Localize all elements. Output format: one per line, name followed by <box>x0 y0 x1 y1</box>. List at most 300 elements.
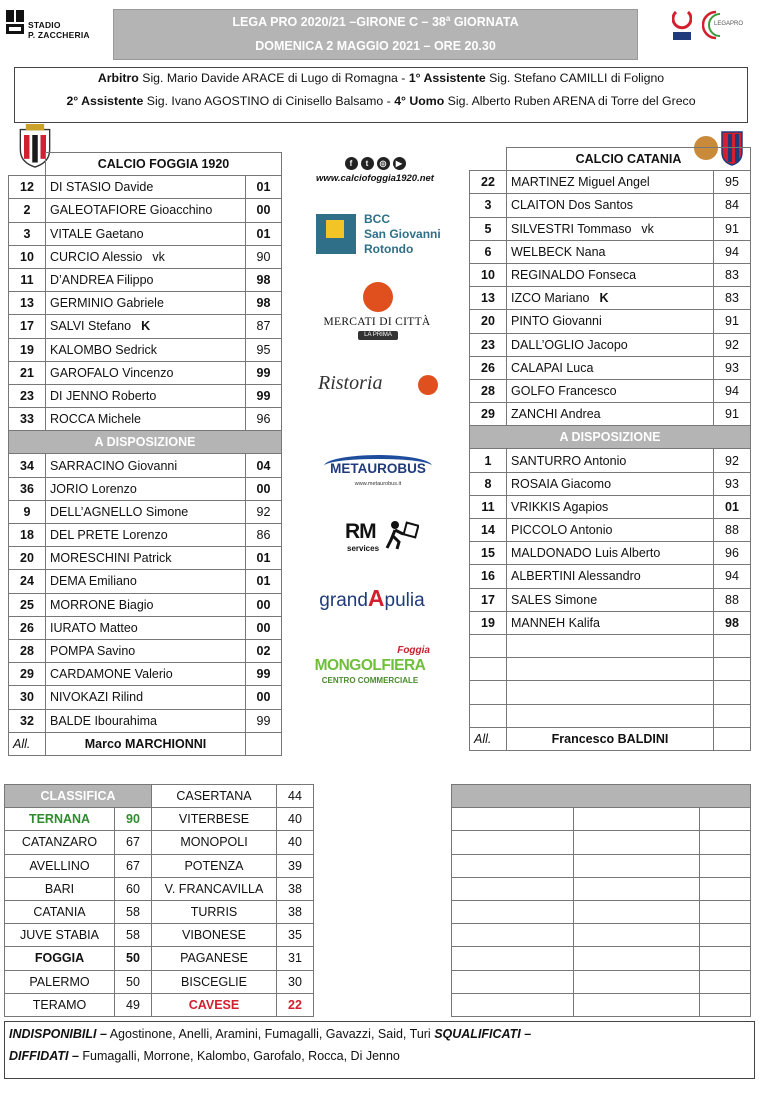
player-number: 13 <box>470 287 507 310</box>
player-name: REGINALDO Fonseca <box>511 268 637 283</box>
player-name: JORIO Lorenzo <box>50 481 137 496</box>
standings-points: 67 <box>115 831 152 854</box>
social-links <box>305 157 445 184</box>
player-name: GALEOTAFIORE Gioacchino <box>50 203 213 218</box>
player-row <box>9 268 282 291</box>
stadium-label: STADIO <box>28 20 61 30</box>
player-number: 16 <box>470 565 507 588</box>
player-name: SANTURRO Antonio <box>511 453 627 468</box>
mong-city: Foggia <box>397 645 430 656</box>
sponsor-bcc <box>316 212 456 258</box>
standings-points: 67 <box>115 854 152 877</box>
officials-line-1 <box>15 71 747 85</box>
mong-name: MONGOLFIERA <box>314 657 426 674</box>
empty-cell <box>700 947 751 970</box>
vice-captain-badge: vk <box>152 249 165 264</box>
fourth-official-label: 4° Uomo <box>394 94 445 108</box>
standings-points: 40 <box>277 831 314 854</box>
bcc-line-2: San Giovanni <box>364 227 441 241</box>
player-year: 86 <box>246 524 282 547</box>
player-name-cell <box>507 287 714 310</box>
player-number: 36 <box>9 477 46 500</box>
player-name: DALL’OGLIO Jacopo <box>511 337 628 352</box>
player-year: 84 <box>714 194 751 217</box>
player-year: 99 <box>246 384 282 407</box>
player-number: 26 <box>470 356 507 379</box>
warned-list: Fumagalli, Morrone, Kalombo, Garofalo, Rocca, Di Jenno <box>78 1049 400 1063</box>
standings-row <box>5 831 314 854</box>
standings-row <box>5 808 314 831</box>
player-row <box>470 240 751 263</box>
standings-points: 60 <box>115 877 152 900</box>
player-name: NIVOKAZI Rilind <box>50 690 144 705</box>
player-year: 00 <box>246 477 282 500</box>
standings-row <box>5 970 314 993</box>
standings-row <box>5 785 314 808</box>
empty-cell <box>507 704 714 727</box>
standings-row <box>5 924 314 947</box>
standings-points: 22 <box>277 993 314 1016</box>
player-number: 2 <box>9 199 46 222</box>
player-year: 96 <box>714 542 751 565</box>
empty-cell <box>700 900 751 923</box>
player-number: 29 <box>470 403 507 426</box>
player-name: SARRACINO Giovanni <box>50 458 178 473</box>
player-row <box>9 408 282 431</box>
player-name-cell <box>507 472 714 495</box>
grand-suffix: pulia <box>384 590 425 611</box>
empty-cell <box>452 970 574 993</box>
standings-team: BARI <box>5 877 115 900</box>
empty-cell <box>574 970 700 993</box>
player-number: 28 <box>9 639 46 662</box>
player-row <box>470 472 751 495</box>
player-name-cell <box>46 616 246 639</box>
player-name: SILVESTRI Tommaso <box>511 221 632 236</box>
empty-grid-header-cell <box>452 785 751 808</box>
empty-grid-row <box>452 808 751 831</box>
player-name-cell <box>46 524 246 547</box>
player-year: 92 <box>246 500 282 523</box>
player-year: 93 <box>714 472 751 495</box>
player-number: 33 <box>9 408 46 431</box>
player-name-cell <box>46 663 246 686</box>
bench-label: A DISPOSIZIONE <box>9 431 282 454</box>
standings-points: 30 <box>277 970 314 993</box>
player-row <box>470 356 751 379</box>
empty-cell <box>507 658 714 681</box>
player-name-cell <box>46 454 246 477</box>
match-date: DOMENICA 2 MAGGIO 2021 – ORE 20.30 <box>255 39 496 53</box>
player-name: MANNEH Kalifa <box>511 615 600 630</box>
player-name: CLAITON Dos Santos <box>511 198 634 213</box>
standings-team: PALERMO <box>5 970 115 993</box>
empty-cell <box>246 732 282 755</box>
metauro-name: METAUROBUS <box>330 461 426 476</box>
standings-row <box>5 900 314 923</box>
stadium-logo <box>6 10 106 42</box>
player-name: PINTO Giovanni <box>511 314 602 329</box>
empty-cell <box>574 808 700 831</box>
standings-points: 38 <box>277 877 314 900</box>
standings-team: AVELLINO <box>5 854 115 877</box>
player-number: 29 <box>9 663 46 686</box>
standings-points: 31 <box>277 947 314 970</box>
player-year: 88 <box>714 588 751 611</box>
player-year: 83 <box>714 263 751 286</box>
player-name: GERMINIO Gabriele <box>50 296 164 311</box>
notes-line-1 <box>9 1027 531 1041</box>
player-name-cell <box>507 171 714 194</box>
bench-header-row <box>9 431 282 454</box>
assistant2-label: 2° Assistente <box>66 94 144 108</box>
player-year: 00 <box>246 616 282 639</box>
player-name-cell <box>46 245 246 268</box>
player-row <box>470 263 751 286</box>
empty-cell <box>470 704 507 727</box>
player-row <box>470 217 751 240</box>
player-year: 88 <box>714 519 751 542</box>
player-name-cell <box>46 222 246 245</box>
player-year: 95 <box>714 171 751 194</box>
player-name: VITALE Gaetano <box>50 226 144 241</box>
player-number: 14 <box>470 519 507 542</box>
referee-name: Sig. Mario Davide ARACE di Lugo di Romagna - <box>142 71 409 85</box>
player-name: ROCCA Michele <box>50 412 141 427</box>
empty-cell <box>700 877 751 900</box>
player-number: 9 <box>9 500 46 523</box>
player-row <box>470 565 751 588</box>
standings-team: FOGGIA <box>5 947 115 970</box>
player-name: MORRONE Biagio <box>50 597 154 612</box>
player-name-cell <box>507 379 714 402</box>
sponsor-grandapulia <box>312 585 432 621</box>
player-number: 17 <box>470 588 507 611</box>
player-year: 92 <box>714 449 751 472</box>
player-year: 00 <box>246 593 282 616</box>
runner-icon <box>385 520 419 550</box>
player-row <box>9 570 282 593</box>
player-row <box>470 194 751 217</box>
empty-row <box>470 658 751 681</box>
player-name: MALDONADO Luis Alberto <box>511 546 661 561</box>
player-number: 34 <box>9 454 46 477</box>
player-year: 83 <box>714 287 751 310</box>
empty-grid-row <box>452 854 751 877</box>
player-row <box>470 611 751 634</box>
standings-points: 50 <box>115 970 152 993</box>
player-year: 04 <box>246 454 282 477</box>
coach-row <box>9 732 282 755</box>
standings-team: JUVE STABIA <box>5 924 115 947</box>
empty-grid-row <box>452 924 751 947</box>
player-name-cell <box>46 500 246 523</box>
player-row <box>9 454 282 477</box>
referee-label: Arbitro <box>97 71 139 85</box>
standings-row <box>5 947 314 970</box>
player-year: 99 <box>246 663 282 686</box>
player-name-cell <box>507 217 714 240</box>
player-name-cell <box>46 639 246 662</box>
empty-grid-row <box>452 947 751 970</box>
foggia-lineup-table <box>8 152 282 756</box>
player-name-cell <box>507 333 714 356</box>
empty-cell <box>574 854 700 877</box>
player-name: CURCIO Alessio <box>50 249 143 264</box>
player-number: 1 <box>470 449 507 472</box>
player-row <box>470 495 751 518</box>
player-row <box>9 176 282 199</box>
player-row <box>470 542 751 565</box>
empty-cell <box>574 877 700 900</box>
bench-label: A DISPOSIZIONE <box>470 426 751 449</box>
sponsor-mongolfiera <box>308 645 432 687</box>
player-row <box>9 639 282 662</box>
team-name: CALCIO FOGGIA 1920 <box>46 153 282 176</box>
empty-grid-row <box>452 877 751 900</box>
player-row <box>9 292 282 315</box>
empty-cell <box>714 727 751 750</box>
empty-cell <box>452 808 574 831</box>
standings-points: 50 <box>115 947 152 970</box>
player-number: 19 <box>9 338 46 361</box>
player-name: ROSAIA Giacomo <box>511 476 612 491</box>
bcc-logo-accent <box>326 220 344 238</box>
player-name: DI STASIO Davide <box>50 180 154 195</box>
empty-row <box>470 704 751 727</box>
coach-row <box>470 727 751 750</box>
player-name-cell <box>46 338 246 361</box>
empty-cell <box>507 634 714 657</box>
serie-c-logo-icon <box>672 10 692 42</box>
legapro-logo <box>702 8 746 42</box>
match-title: LEGA PRO 2020/21 –GIRONE C – 38$^a$ GIORNATA <box>232 14 519 30</box>
sponsor-mercati-di-citta <box>313 280 441 340</box>
player-number: 18 <box>9 524 46 547</box>
player-name: ALBERTINI Alessandro <box>511 569 641 584</box>
sponsor-metaurobus <box>324 447 432 493</box>
player-name: D’ANDREA Filippo <box>50 273 154 288</box>
empty-cell <box>452 900 574 923</box>
player-number: 28 <box>470 379 507 402</box>
player-name: PICCOLO Antonio <box>511 523 613 538</box>
standings-team: V. FRANCAVILLA <box>152 877 277 900</box>
player-row <box>470 588 751 611</box>
standings-points: 39 <box>277 854 314 877</box>
empty-grid-table <box>451 784 751 1017</box>
standings-team: PAGANESE <box>152 947 277 970</box>
player-name-cell <box>46 315 246 338</box>
player-year: 90 <box>246 245 282 268</box>
player-name-cell <box>507 565 714 588</box>
player-name: BALDE Ibourahima <box>50 713 158 728</box>
coach-label: All. <box>9 732 46 755</box>
twitter-icon[interactable]: t <box>361 157 374 170</box>
team-header-spacer <box>9 153 46 176</box>
player-name-cell <box>46 268 246 291</box>
empty-grid-row <box>452 831 751 854</box>
player-year: 01 <box>246 222 282 245</box>
assistant1-name: Sig. Stefano CAMILLI di Foligno <box>489 71 665 85</box>
player-number: 30 <box>9 686 46 709</box>
player-year: 98 <box>246 268 282 291</box>
player-number: 20 <box>470 310 507 333</box>
youtube-icon[interactable]: ▶ <box>393 157 406 170</box>
sun-icon <box>363 282 393 312</box>
standings-team: CATANZARO <box>5 831 115 854</box>
empty-cell <box>470 658 507 681</box>
player-name: GOLFO Francesco <box>511 383 617 398</box>
player-name-cell <box>507 403 714 426</box>
player-name: CALAPAI Luca <box>511 360 594 375</box>
standings-label: CLASSIFICA <box>5 785 152 808</box>
standings-team: CASERTANA <box>152 785 277 808</box>
empty-cell <box>574 900 700 923</box>
player-name-cell <box>507 310 714 333</box>
player-year: 98 <box>714 611 751 634</box>
team-name: CALCIO CATANIA <box>507 148 751 171</box>
player-year: 98 <box>246 292 282 315</box>
sponsor-rm-services <box>345 518 421 558</box>
player-year: 92 <box>714 333 751 356</box>
bcc-line-1: BCC <box>364 212 390 226</box>
standings-team: TERNANA <box>5 808 115 831</box>
player-name: CARDAMONE Valerio <box>50 667 173 682</box>
empty-row <box>470 634 751 657</box>
standings-row <box>5 877 314 900</box>
empty-cell <box>714 658 751 681</box>
player-name-cell <box>507 240 714 263</box>
mercati-subtitle: LA PRIMA <box>358 331 398 340</box>
suspended-label: SQUALIFICATI – <box>434 1027 532 1041</box>
facebook-icon[interactable]: f <box>345 157 358 170</box>
player-name: KALOMBO Sedrick <box>50 342 157 357</box>
player-number: 5 <box>470 217 507 240</box>
player-number: 20 <box>9 547 46 570</box>
player-name: POMPA Savino <box>50 644 136 659</box>
player-year: 01 <box>714 495 751 518</box>
player-number: 10 <box>9 245 46 268</box>
player-name-cell <box>46 709 246 732</box>
player-name: IZCO Mariano <box>511 291 590 306</box>
notes-line-2 <box>9 1049 400 1063</box>
standings-points: 40 <box>277 808 314 831</box>
grand-a: A <box>367 585 385 611</box>
mercati-name: MERCATI DI CITTÀ <box>323 316 431 328</box>
standings-points: 58 <box>115 924 152 947</box>
player-row <box>9 222 282 245</box>
player-row <box>470 449 751 472</box>
officials-line-2 <box>15 94 747 108</box>
fourth-official-name: Sig. Alberto Ruben ARENA di Torre del Greco <box>447 94 696 108</box>
player-number: 13 <box>9 292 46 315</box>
team-header-spacer <box>470 148 507 171</box>
player-number: 21 <box>9 361 46 384</box>
player-name-cell <box>507 519 714 542</box>
standings-team: POTENZA <box>152 854 277 877</box>
player-name-cell <box>46 547 246 570</box>
player-name: VRIKKIS Agapios <box>511 499 609 514</box>
standings-team: TERAMO <box>5 993 115 1016</box>
player-name: SALES Simone <box>511 592 598 607</box>
player-name-cell <box>46 361 246 384</box>
player-name-cell <box>46 199 246 222</box>
empty-cell <box>700 924 751 947</box>
standings-row <box>5 854 314 877</box>
standings-team: CAVESE <box>152 993 277 1016</box>
unavailable-label: INDISPONIBILI – <box>9 1027 107 1041</box>
club-website[interactable]: www.calciofoggia1920.net <box>316 173 434 184</box>
player-name-cell <box>507 542 714 565</box>
player-year: 01 <box>246 547 282 570</box>
player-year: 94 <box>714 379 751 402</box>
empty-cell <box>452 993 574 1016</box>
player-number: 15 <box>470 542 507 565</box>
player-name-cell <box>507 449 714 472</box>
assistant2-name: Sig. Ivano AGOSTINO di Cinisello Balsamo - <box>146 94 395 108</box>
rm-name: RM <box>345 520 376 543</box>
player-year: 95 <box>246 338 282 361</box>
player-number: 12 <box>9 176 46 199</box>
mong-subtitle: CENTRO COMMERCIALE <box>321 676 419 685</box>
player-year: 91 <box>714 217 751 240</box>
player-number: 3 <box>9 222 46 245</box>
team-header-row <box>470 148 751 171</box>
standings-points: 49 <box>115 993 152 1016</box>
player-row <box>9 338 282 361</box>
empty-cell <box>452 854 574 877</box>
empty-cell <box>574 947 700 970</box>
player-row <box>470 333 751 356</box>
standings-team: VIBONESE <box>152 924 277 947</box>
player-name-cell <box>46 384 246 407</box>
rm-subtitle: services <box>347 544 380 553</box>
metauro-url: www.metaurobus.it <box>354 481 402 487</box>
player-row <box>9 315 282 338</box>
coach-label: All. <box>470 727 507 750</box>
player-row <box>470 403 751 426</box>
empty-cell <box>700 993 751 1016</box>
empty-cell <box>700 970 751 993</box>
player-row <box>470 519 751 542</box>
player-name-cell <box>46 176 246 199</box>
player-year: 01 <box>246 570 282 593</box>
player-name: MORESCHINI Patrick <box>50 551 172 566</box>
empty-cell <box>700 808 751 831</box>
player-number: 26 <box>9 616 46 639</box>
player-row <box>9 524 282 547</box>
player-row <box>9 709 282 732</box>
player-year: 02 <box>246 639 282 662</box>
empty-grid-row <box>452 993 751 1016</box>
instagram-icon[interactable]: ◎ <box>377 157 390 170</box>
player-year: 93 <box>714 356 751 379</box>
player-name-cell <box>46 292 246 315</box>
player-number: 8 <box>470 472 507 495</box>
player-name-cell <box>507 263 714 286</box>
standings-team: TURRIS <box>152 900 277 923</box>
player-name-cell <box>507 611 714 634</box>
player-name: WELBECK Nana <box>511 244 606 259</box>
player-row <box>9 500 282 523</box>
player-number: 22 <box>470 171 507 194</box>
player-number: 23 <box>9 384 46 407</box>
player-year: 96 <box>246 408 282 431</box>
legapro-wordmark: LEGAPRO <box>714 21 744 27</box>
empty-grid-row <box>452 900 751 923</box>
player-name-cell <box>507 495 714 518</box>
bcc-line-3: Rotondo <box>364 242 414 256</box>
